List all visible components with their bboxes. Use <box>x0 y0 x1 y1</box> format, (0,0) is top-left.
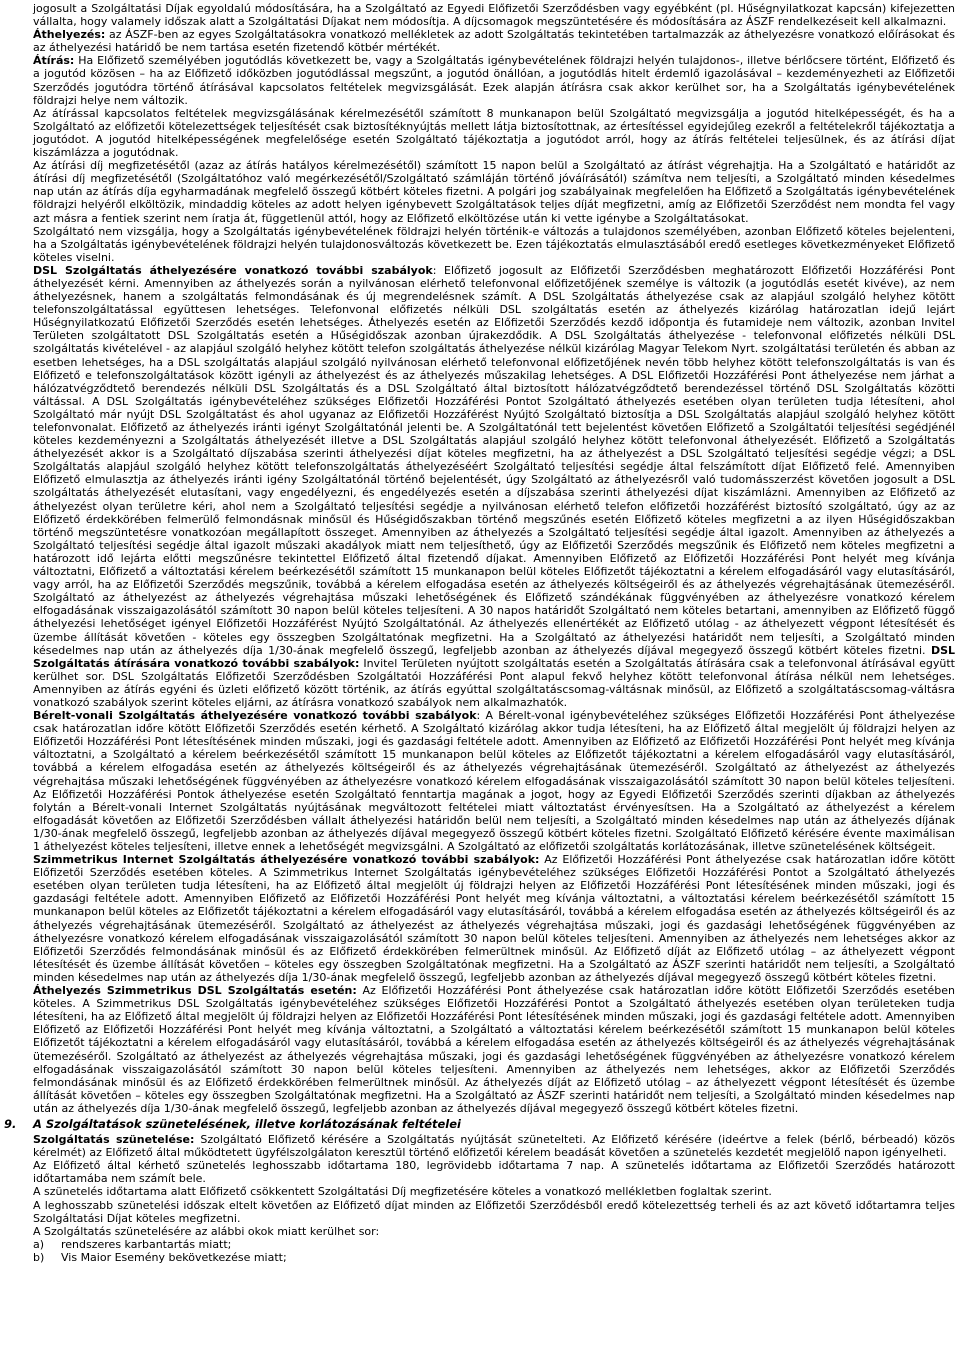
section-number: 9. <box>4 1116 17 1131</box>
paragraph-intro: jogosult a Szolgáltatási Díjak egyoldalú módosítására, ha a Szolgáltató az Egyedi Előfizetői Szerződésben vagy egyébként (pl. Hűségnyilatkozat kapcsán) kifejezetten vállalta, hogy valamely időszak alatt a Szolgáltatási Díjakat nem módosítja. A díjcsomagok megszüntetésére és módosítására az ÁSZF rendelkezéseit kell alkalmazni. <box>33 2 955 29</box>
list-item-text: rendszeres karbantartás miatt; <box>61 1237 232 1251</box>
paragraph-szuneteles-5: A Szolgáltatás szünetelésére az alábbi okok miatt kerülhet sor: <box>33 1224 380 1238</box>
paragraph-atiras-3: Az átírási díj megfizetésétől (azaz az átírás hatályos kérelmezésétől) számított 15 napon belül a Szolgáltató az átírást végrehajtja. Ha a Szolgáltató e határidőt az átírási díj megfizetésétől (Szolgáltatóhoz való megérkezésétől/Szolgáltató számláján történő jóváírásától) számítva nem teljesíti, a Szolgáltató minden késedelmes nap után az átírás díja egyharmadának megfelelő összegű kötbért köteles fizetni. A polgári jog szabályainak megfelelően ha Előfizető a Szolgáltatás igénybevételének földrajzi helyéről elköltözik, mindaddig köteles az adott helyen igénybevett Szolgáltatások teljes díját megfizetni, amíg az Előfizetői Szerződést nem mondta fel vagy azt másra a fentiek szerint nem íratja át, függetlenül attól, hogy az Előfizető elköltözése után ki vette igénybe a Szolgáltatásokat. <box>33 159 955 225</box>
term-szimmetrikus: Szimmetrikus Internet Szolgáltatás áthelyezésére vonatkozó további szabályok: <box>33 853 540 867</box>
term-athelyezes-szimm-dsl: Áthelyezés Szimmetrikus DSL Szolgáltatás esetén: <box>33 984 357 998</box>
list-item-text: Vis Maior Esemény bekövetkezése miatt; <box>61 1250 287 1264</box>
paragraph-szuneteles: Szolgáltatás szünetelése: Szolgáltató Előfizető kérésére a Szolgáltatás nyújtását szünetelteti. Az Előfizető kérésére (ideértve a felek (bérlő, bérbeadó) közös kérelmét) az Előfizető által működtetett ügyfélszolgálaton keresztül történő előfizetői kérelem beadását követően a szünetelés kezdetét megjelölő napon igényelheti. <box>33 1133 956 1160</box>
paragraph-berelt-vonal: Bérelt-vonali Szolgáltatás áthelyezésére vonatkozó további szabályok: A Bérelt-vonal igénybevételéhez szükséges Előfizetői Hozzáférési Pont áthelyezése csak határozatlan időre kötött Előfizetői Szerződés esetén kérhető. A Szolgáltató kizárólag akkor tudja létesíteni, ha az Előfizető által megjelölt új földrajzi helyen az Előfizetői Hozzáférési Pont létesítésének minden műszaki, jogi és gazdasági feltétele adott. Amennyiben az Előfizető az Előfizetői Hozzáférési Pont helyét meg kívánja változtatni, a Szolgáltató a kérelem beérkezésétől számított 15 munkanapon belül köteles az Előfizetőt tájékoztatni a kérelem elfogadásáról vagy elutasításáról, továbbá a kérelem elfogadása esetén az áthelyezés költségeiről és az áthelyezés végrehajtásának ütemezéséről. Szolgáltató az áthelyezést az áthelyezés végrehajtása műszaki lehetőségének függvényében az áthelyezésre vonatkozó kérelem elfogadásának visszaigazolásától számított 30 napon belül köteles teljesíteni. Az Előfizetői Hozzáférési Pontok áthelyezése esetén Szolgáltató fenntartja magának a jogot, hogy az Egyedi Előfizetői Szerződés szerinti díjakban az áthelyezés folytán a Bérelt-vonali Internet Szolgáltatás nyújtásának megváltozott feltételei miatt változtatást érvényesítsen. Ha a Szolgáltató az áthelyezést a kérelem elfogadását követően az Előfizetői Szerződésben vállalt áthelyezési határidőn belül nem teljesíti, a Szolgáltató minden késedelmes nap után az áthelyezés díjának 1/30-ának megfelelő összegű, legfeljebb azonban az áthelyezés díjával megegyező összegű kötbért köteles fizetni. Szolgáltató Előfizető kérésére évente maximálisan 1 áthelyezést köteles teljesíteni, illetve ennek a lehetőségét megvizsgálni. A Szolgáltató az előfizetői szolgáltatás korlátozásának, illetve szünetelésének költségeit. <box>33 709 955 853</box>
list-item <box>33 1251 955 1264</box>
paragraph-atiras: Átírás: Ha Előfizető személyében jogutódlás következett be, vagy a Szolgáltatás igénybevételének földrajzi helyén tulajdonos-, illetve bérlőcsere történt, Előfizető és a jogutód közösen – ha az Előfizető időközben jogutódlással megszűnt, a jogutód önállóan, a jogutódlás hitelt érdemlő igazolásával – kezdeményezheti az Előfizetői Szerződés jogutódra történő átírásával kapcsolatos feltételek megvizsgálását. Ezek alapján átírásra csak akkor kerülhet sor, ha a Szolgáltatás igénybevételének földrajzi helye nem változik. <box>33 54 955 107</box>
list-item <box>33 1238 955 1251</box>
term-dsl-athelyezes: DSL Szolgáltatás áthelyezésére vonatkozó további szabályok <box>33 263 433 277</box>
term-dsl-atiras: DSL Szolgáltatás átírására vonatkozó további szabályok: <box>33 643 955 670</box>
term-athelyezes: Áthelyezés: <box>33 28 106 42</box>
term-atiras: Átírás: <box>33 54 75 68</box>
paragraph-athelyezes: Áthelyezés: az ÁSZF-ben az egyes Szolgáltatásokra vonatkozó mellékletek az adott Szolgáltatás tekintetében tartalmazzák az áthelyezésre vonatkozó előírásokat és az áthelyezési határidő be nem tartása esetén fizetendő kötbér mértékét. <box>33 28 955 55</box>
paragraph-szuneteles-4: A leghosszabb szünetelési időszak eltelt követően az Előfizető díjat minden az Előfizetői Szerződésből eredő kötelezettség terheli és az azt követő időtartamra teljes Szolgáltatási Díjat köteles megfizetni. <box>33 1198 955 1225</box>
paragraph-athelyezes-szimm-dsl: Áthelyezés Szimmetrikus DSL Szolgáltatás esetén: Az Előfizetői Hozzáférési Pont áthelyezése csak határozatlan időre kötött Előfizetői Szerződés esetében köteles. A Szimmetrikus DSL Szolgáltatás igénybevételéhez szükséges Előfizetői Hozzáférési Pontot a Szolgáltató áthelyezés esetében olyan területeken tudja létesíteni, ha az Előfizető által megjelölt új földrajzi helyen az Előfizetői Hozzáférési Pont létesítésének minden műszaki, jogi és gazdasági feltétele adott. Amennyiben Előfizető az Előfizetői Hozzáférési Pont helyét meg kívánja változtatni, a Szolgáltató a változtatási kérelem beérkezésétől számított 15 munkanapon belül köteles Előfizetőt tájékoztatni a kérelem elfogadásáról vagy elutasításáról, továbbá a kérelem elfogadása esetén az áthelyezés költségeiről és az áthelyezés végrehajtásának ütemezéséről. Szolgáltató az áthelyezést az áthelyezés végrehajtása műszaki, jogi és gazdasági lehetőségének függvényében az áthelyezésre vonatkozó kérelem elfogadásának visszaigazolásától számított 30 napon belül köteles teljesíteni. Amennyiben az áthelyezés nem lehetséges, akkor az Előfizetői Szerződés felmondásának minősül és az Előfizető érdekkörében felmerültnek minősül. Az áthelyezés díját az Előfizető utólag – az áthelyezett végpont létesítését és üzembe állítását követően – köteles egy összegben Szolgáltatónak megfizetni. Ha a Szolgáltató az ÁSZF szerinti határidőt nem teljesíti, a Szolgáltató minden késedelmes nap után az áthelyezés díja 1/30-ának megfelelő összegű, legfeljebb azonban az áthelyezés díjával megegyező összegű kötbért köteles fizetni. <box>33 984 955 1115</box>
section-title: A Szolgáltatások szünetelésének, illetve korlátozásának feltételei <box>33 1116 461 1131</box>
reason-list <box>33 1238 955 1264</box>
paragraph-szuneteles-3: A szünetelés időtartama alatt Előfizető csökkentett Szolgáltatási Díj megfizetésére köteles a vonatkozó mellékletben foglaltak szerint. <box>33 1185 772 1199</box>
paragraph-atiras-4: Szolgáltató nem vizsgálja, hogy a Szolgáltatás igénybevételének földrajzi helyén történik-e változás a tulajdonos személyében, azonban Előfizető köteles bejelenteni, ha a Szolgáltatás igénybevételének földrajzi helyén tulajdonosváltozás következett be. Ezen tájékoztatás elmulasztásából eredő esetleges következményeket Előfizető köteles viselni. <box>33 224 955 264</box>
paragraph-szuneteles-2: Az Előfizető által kérhető szünetelés leghosszabb időtartama 180, legrövidebb időtartama 7 nap. A szünetelés időtartama az Előfizetői Szerződés határozott időtartamába nem számít bele. <box>33 1159 955 1186</box>
paragraph-szimmetrikus: Szimmetrikus Internet Szolgáltatás áthelyezésére vonatkozó további szabályok: Az Előfizetői Hozzáférési Pont áthelyezése csak határozatlan időre kötött Előfizetői Szerződés esetében köteles. A Szimmetrikus Internet Szolgáltatás igénybevételéhez szükséges Előfizetői Hozzáférési Pontot a Szolgáltató áthelyezés esetében olyan területen tudja létesíteni, ha az Előfizető által megjelölt új földrajzi helyen az Előfizetői Hozzáférési Pont létesítésének minden műszaki, jogi és gazdasági feltétele adott. Amennyiben Előfizető az Előfizetői Hozzáférési Pont helyét meg kívánja változtatni, a változtatási kérelem beérkezésétől számított 15 munkanapon belül köteles az Előfizetőt tájékoztatni a kérelem elfogadásáról vagy elutasításáról, továbbá a kérelem elfogadása esetén az áthelyezés költségeiről és az áthelyezés végrehajtásának ütemezéséről. Szolgáltató az áthelyezést az áthelyezés végrehajtása műszaki, jogi és gazdasági lehetőségének függvényében az áthelyezésre vonatkozó kérelem elfogadásának visszaigazolásától számított 30 napon belül köteles teljesíteni. Amennyiben az áthelyezés nem lehetséges akkor az Előfizetői Szerződés felmondásának minősül és az Előfizető érdekkörében felmerültnek minősül. Az Előfizető díját az Előfizető utólag – az áthelyezett végpont létesítését és üzembe állítását követően – köteles egy összegben Szolgáltatónak megfizetni. Ha a Szolgáltató az ÁSZF szerinti határidőt nem teljesíti, a Szolgáltató minden késedelmes nap után az áthelyezés díja 1/30-ának megfelelő összegű, legfeljebb azonban az áthelyezés díjával megegyező összegű kötbért köteles fizetni. <box>33 853 955 984</box>
list-marker: b) <box>33 1250 45 1264</box>
paragraph-dsl-athelyezes: DSL Szolgáltatás áthelyezésére vonatkozó további szabályok: Előfizető jogosult az Előfizetői Szerződésben meghatározott Előfizetői Hozzáférési Pont áthelyezését kérni. Amennyiben az áthelyezés során a nyilvánosan elérhető telefonvonal előfizetőjének személye is változik (a jogutódlás esetét kivéve), az nem áthelyezésnek, hanem a szolgáltatás felmondásának és új megrendelésnek számít. A DSL Szolgáltatás áthelyezése csak az alapjául szolgáló helyhez kötött telefonszolgáltatással együttesen lehetséges. Telefonvonal előfizetés nélküli DSL szolgáltatás esetén az áthelyezés kizárólag határozatlan idejű lejárt Hűségnyilatkozatú Előfizetői Szerződés esetén lehetséges. Áthelyezés esetén az Előfizetői Szerződés kezdő időpontja és futamideje nem változik, azonban Invitel Területen szolgáltatott DSL Szolgáltatás esetén a Hűségidőszak azonban újrakezdődik. A DSL Szolgáltatás áthelyezése - telefonvonal előfizetés nélküli DSL szolgáltatás kivételével - az alapjául szolgáló helyhez kötött telefon szolgáltatás áthelyezése nélkül kizárólag Magyar Telekom Nyrt. szolgáltatási területén és abban az esetben lehetséges, ha a DSL szolgáltatás alapjául szolgáló nyilvánosan elérhető telefonvonal előfizetőjének nevén több helyhez kötött telefonszolgáltatás is van és Előfizető e telefonszolgáltatások között igényli az áthelyezést és az áthelyezés műszakilag lehetséges. A DSL Előfizetői Hozzáférési Pont áthelyezése nem járhat a hálózatvégződtető berendezés nélküli DSL Szolgáltatás és a DSL Szolgáltató által biztosított hálózatvégződtető berendezéssel történő DSL Szolgáltatás közötti váltással. A DSL Szolgáltatás igénybevételéhez szükséges Előfizetői Hozzáférési Pontot Szolgáltató áthelyezés esetében olyan területen tudja létesíteni, ahol Szolgáltató már nyújt DSL Szolgáltatást és ahol ugyanaz az Előfizetői Hozzáférést Nyújtó Szolgáltató biztosítja a DSL Szolgáltatás alapjául szolgáló helyhez kötött telefonvonalat. Előfizető az áthelyezés iránti igényt Szolgáltatónál jelenti be. A Szolgáltatónál tett bejelentést követően Előfizető a Szolgáltatói teljesítési segédjénél köteles kezdeményezni a Szolgáltatás áthelyezését illetve a DSL Szolgáltatás alapjául szolgáló helyhez kötött telefonvonal áthelyezését. Előfizető a Szolgáltatás áthelyezését akkor is a Szolgáltató díjszabása szerinti áthelyezési díjat köteles megfizetni, ha az áthelyezést a DSL Szolgáltató teljesítési segédje végzi; a DSL Szolgáltatás alapjául szolgáló helyhez kötött telefonszolgáltatás áthelyezéséért Szolgáltató teljesítési segédje által felszámított díjat Előfizető felé. Amennyiben Előfizető elmulasztja az áthelyezés iránti igény Szolgáltatónál történő bejelentését, úgy Szolgáltató az áthelyezésről való tudomásszerzést követően jogosult a DSL szolgáltatás áthelyezését elutasítani, vagy engedélyezni, és engedélyezés esetén a díjszabása szerinti áthelyezési díjat kiszámlázni. Amennyiben az Előfizető az áthelyezést olyan területre kéri, ahol nem a Szolgáltató teljesítési segédje a nyilvánosan elérhető telefon előfizetői hozzáférést biztosító szolgáltató, úgy az az Előfizető érdekkörében felmerülő felmondásnak minősül és Hűségidőszakban történő megszűnés esetén Előfizető köteles megfizetni a az ilyen Hűségidőszakban történő megszüntetésre vonatkozóan megállapított összeget. Amennyiben az áthelyezés a Szolgáltató teljesítési segédje által igazolt. Amennyiben az áthelyezés a Szolgáltató teljesítési segédje által igazolt műszaki akadályok miatt nem teljesíthető, úgy az Előfizetői Szerződés megszűnik és Előfizető nem köteles megfizetni a határozott idő lejárta előtti megszűnésre tekintettel Előfizető által fizetendő díjakat. Amennyiben Előfizető az Előfizetői Hozzáférési Pont helyét meg kívánja változtatni, Előfizető a változtatási kérelem beérkezésétől számított 15 munkanapon belül köteles Előfizetőt tájékoztatni a kérelem elfogadásáról vagy elutasításáról, vagy arról, ha az Előfizetői Szerződés megszűnik, továbbá a kérelem elfogadása esetén az áthelyezés költségeiről és az áthelyezés végrehajtásának ütemezéséről. Szolgáltató az áthelyezést az áthelyezés végrehajtása műszaki lehetőségének és Előfizető szándékának függvényében az áthelyezésre vonatkozó kérelem elfogadásának visszaigazolásától számított 30 napon belül köteles teljesíteni. A 30 napos határidőt Szolgáltató nem köteles betartani, amennyiben az Előfizető függő áthelyezési lehetőséget igényel Előfizetői Hozzáférést Nyújtó Szolgáltatónál. Az áthelyezés ellenértékét az Előfizető utólag - az áthelyezett végpont létesítését és üzembe állítását követően - köteles egy összegben Szolgáltatónak megfizetni. Ha a Szolgáltató az áthelyezési határidőt nem teljesíti, a Szolgáltató minden késedelmes nap után az áthelyezés díja 1/30-ának megfelelő összegű, legfeljebb azonban az áthelyezés díjával megegyező összegű kötbért köteles fizetni. DSL Szolgáltatás átírására vonatkozó további szabályok: Invitel Területen nyújtott szolgáltatás esetén a Szolgáltatás átírására csak a telefonvonal átírásával együtt kerülhet sor. DSL Szolgáltatás Előfizetői Szerződésben Szolgáltatói Hozzáférési Pont alapul fekvő helyhez kötött telefonvonal átírása nélkül nem lehetséges. Amennyiben az átírás egyéni és üzleti előfizető között történik, az átírás egyúttal szolgáltatáscsomag-váltásnak minősül, az Előfizető a szolgáltatáscsomag-váltásra vonatkozó szabályok szerint köteles eljárni, az átírásra vonatkozó szabályok nem alkalmazhatók. <box>33 263 955 709</box>
paragraph-atiras-2: Az átírással kapcsolatos feltételek megvizsgálásának kérelmezésétől számított 8 munkanapon belül Szolgáltató megvizsgálja a jogutód hitelképességét, és ha a Szolgáltató az előfizetői kötelezettségek teljesítését csak biztosítéknyújtás mellett látja biztosítottnak, az értesítéssel egyidejűleg ezekről a feltételekről tájékoztatja a jogutódot. A jogutód hitelképességének megfelelősége esetén Szolgáltató tájékoztatja a jogutódot arról, hogy az átírás feltételei teljesülnek, és az átírási díjat kiszámlázza a jogutódnak. <box>33 106 955 160</box>
section-heading-9 <box>4 1116 955 1131</box>
term-szuneteles: Szolgáltatás szünetelése: <box>33 1133 195 1147</box>
list-marker: a) <box>33 1237 45 1251</box>
term-berelt-vonal: Bérelt-vonali Szolgáltatás áthelyezésére vonatkozó további szabályok <box>33 709 477 723</box>
